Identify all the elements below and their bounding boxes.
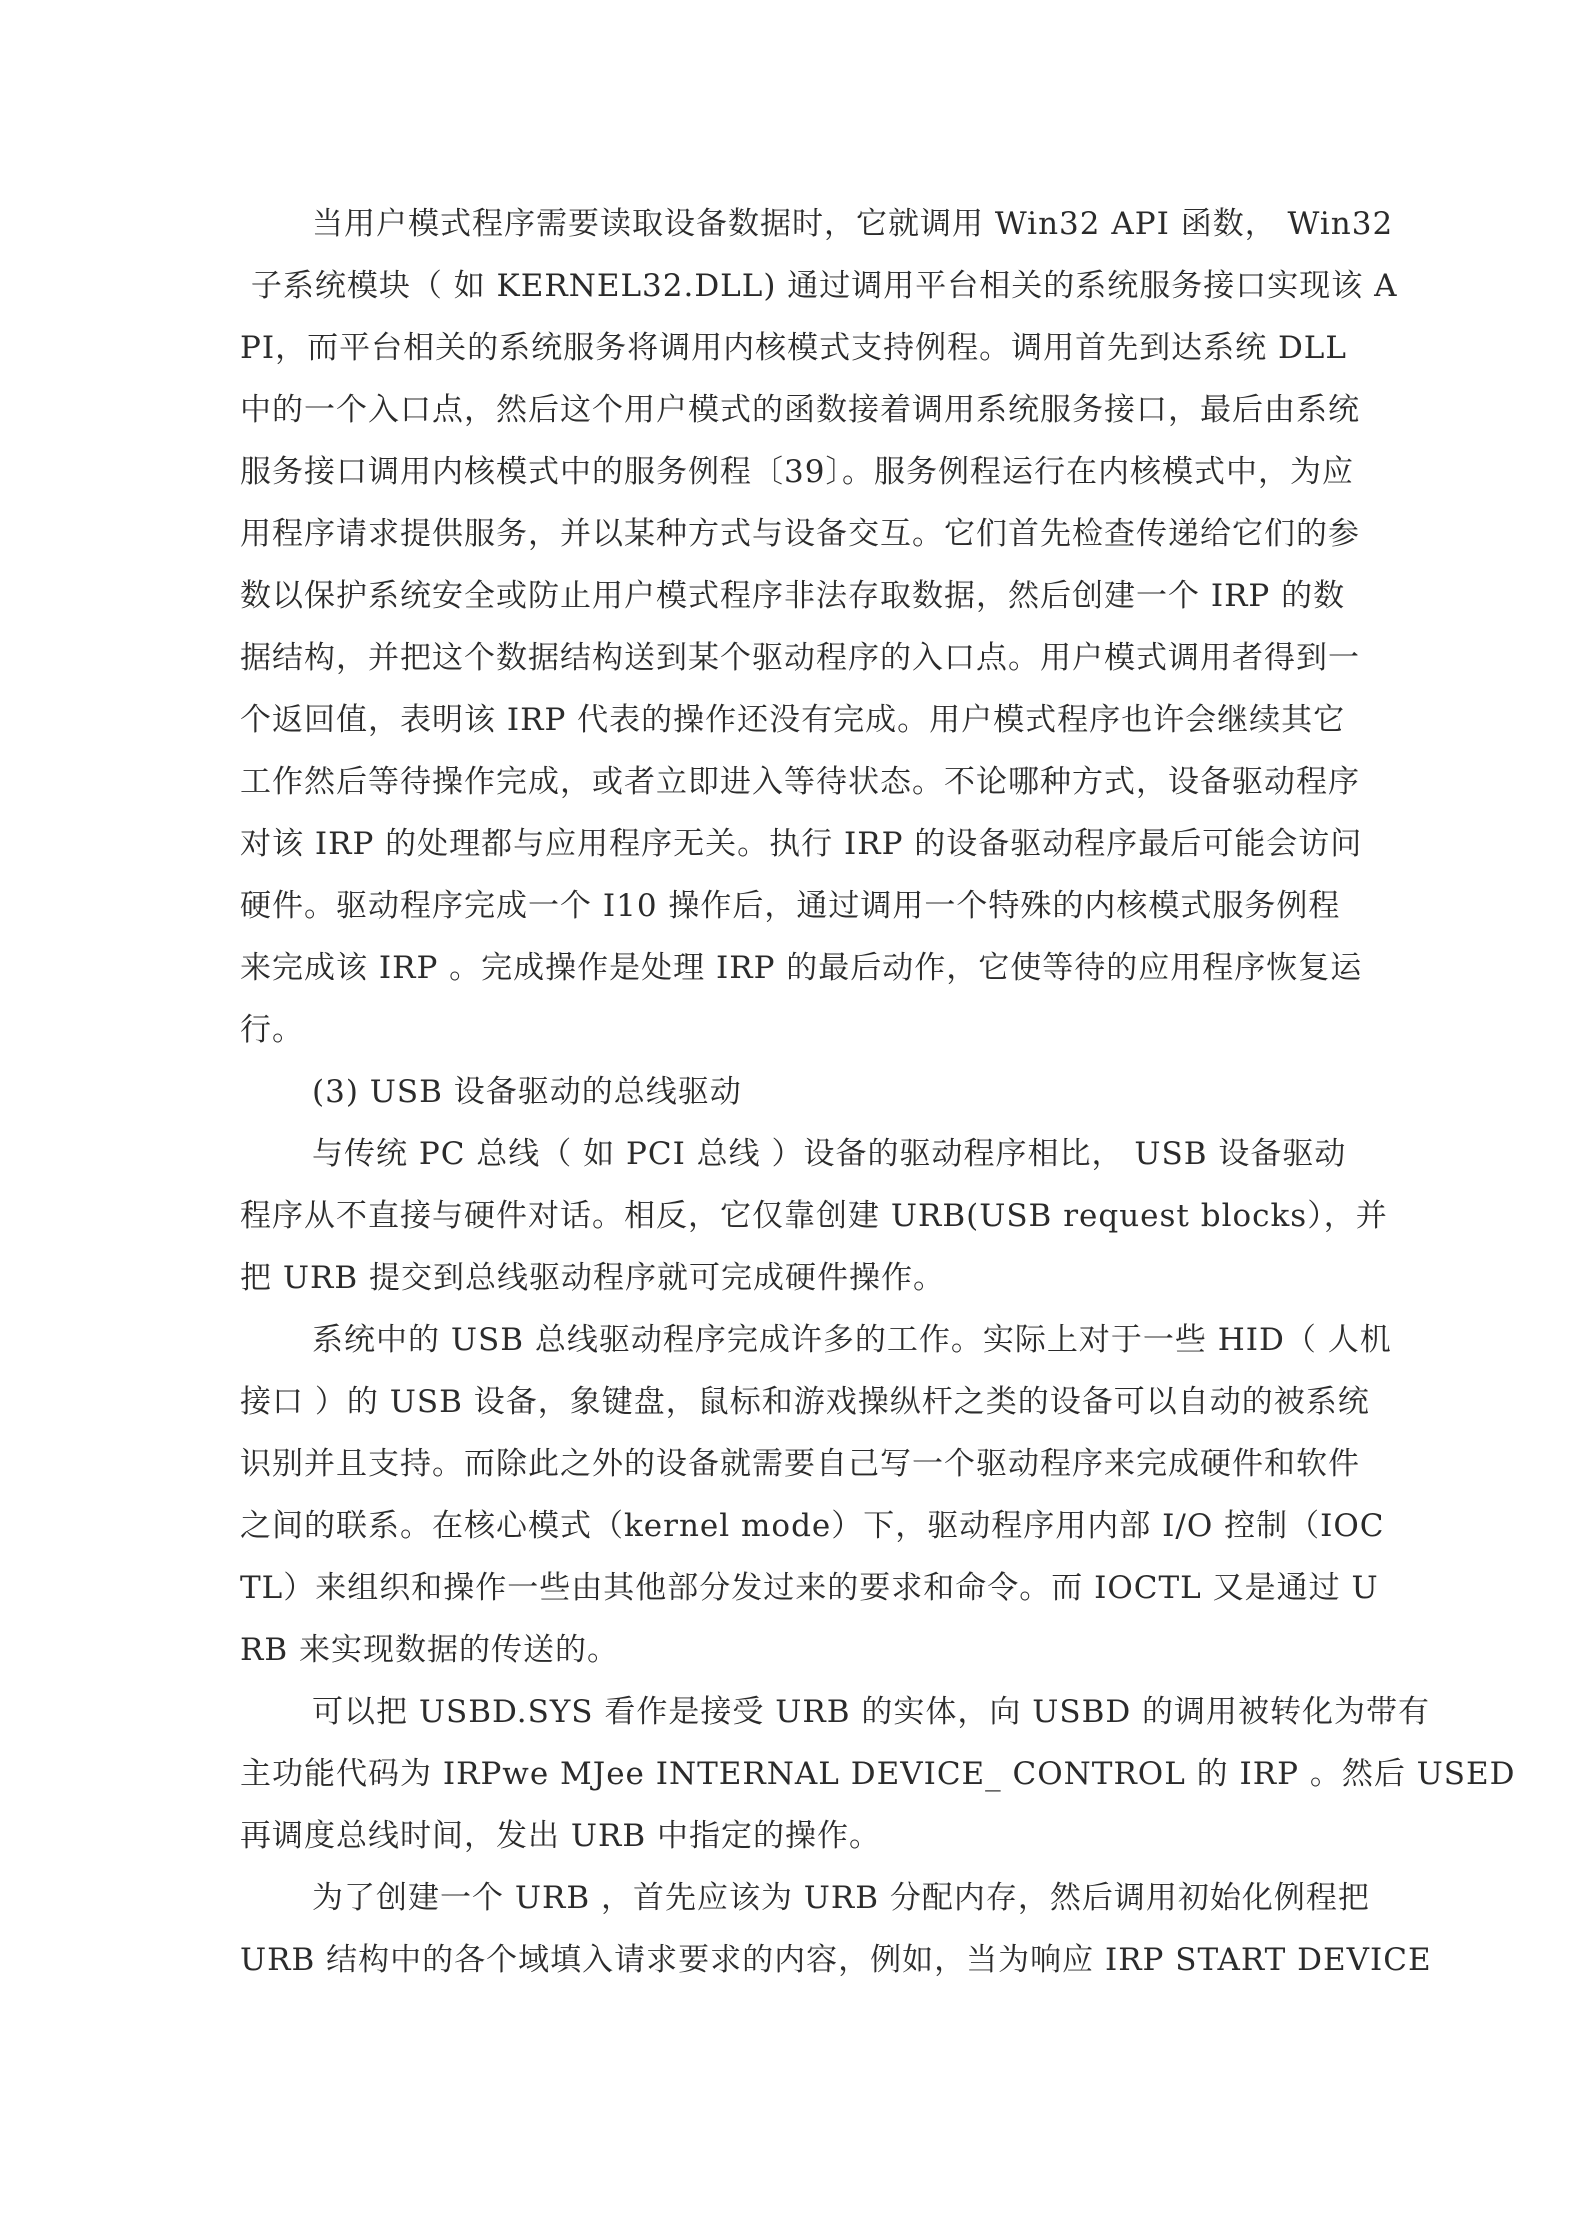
text-line: RB 来实现数据的传送的。 [240,1632,619,1668]
text-line: 再调度总线时间，发出 URB 中指定的操作。 [240,1818,881,1854]
text-line: 服务接口调用内核模式中的服务例程〔39〕。服务例程运行在内核模式中，为应 [240,454,1354,490]
text-line: 数以保护系统安全或防止用户模式程序非法存取数据，然后创建一个 IRP 的数 [240,578,1346,614]
text-line: 来完成该 IRP 。完成操作是处理 IRP 的最后动作，它使等待的应用程序恢复运 [240,950,1363,986]
text-line: 行。 [240,1012,304,1048]
text-line: 把 URB 提交到总线驱动程序就可完成硬件操作。 [240,1260,945,1296]
text-line: TL）来组织和操作一些由其他部分发过来的要求和命令。而 IOCTL 又是通过 U [240,1570,1379,1606]
text-line: 系统中的 USB 总线驱动程序完成许多的工作。实际上对于一些 HID（ 人机 [312,1322,1392,1358]
text-line: 识别并且支持。而除此之外的设备就需要自己写一个驱动程序来完成硬件和软件 [240,1446,1360,1482]
text-line: 工作然后等待操作完成，或者立即进入等待状态。不论哪种方式，设备驱动程序 [240,764,1360,800]
text-line: 对该 IRP 的处理都与应用程序无关。执行 IRP 的设备驱动程序最后可能会访问 [240,826,1363,862]
text-line: PI，而平台相关的系统服务将调用内核模式支持例程。调用首先到达系统 DLL [240,330,1347,366]
text-line: 与传统 PC 总线（ 如 PCI 总线 ）设备的驱动程序相比， USB 设备驱动 [312,1136,1347,1172]
text-line: 程序从不直接与硬件对话。相反，它仅靠创建 URB(USB request blocks），并 [240,1198,1388,1234]
section-heading: (3) USB 设备驱动的总线驱动 [312,1074,742,1110]
text-line: 子系统模块（ 如 KERNEL32.DLL) 通过调用平台相关的系统服务接口实现该 A [240,268,1398,304]
text-line: 当用户模式程序需要读取设备数据时，它就调用 Win32 API 函数， Win32 [312,206,1394,242]
text-line: 为了创建一个 URB ，首先应该为 URB 分配内存，然后调用初始化例程把 [312,1880,1370,1916]
text-line: 硬件。驱动程序完成一个 I10 操作后，通过调用一个特殊的内核模式服务例程 [240,888,1341,924]
text-line: 中的一个入口点，然后这个用户模式的函数接着调用系统服务接口，最后由系统 [240,392,1360,428]
text-line: 可以把 USBD.SYS 看作是接受 URB 的实体，向 USBD 的调用被转化为带有 [312,1694,1431,1730]
text-line: 个返回值，表明该 IRP 代表的操作还没有完成。用户模式程序也许会继续其它 [240,702,1346,738]
text-line: 接口 ）的 USB 设备，象键盘，鼠标和游戏操纵杆之类的设备可以自动的被系统 [240,1384,1370,1420]
text-line: URB 结构中的各个域填入请求要求的内容，例如，当为响应 IRP START DEVICE [240,1942,1432,1978]
text-line: 之间的联系。在核心模式（kernel mode）下，驱动程序用内部 I/O 控制（IOC [240,1508,1385,1544]
text-line: 主功能代码为 IRPwe MJee INTERNAL DEVICE_ CONTROL 的 IRP 。然后 USED [240,1756,1516,1792]
text-line: 据结构，并把这个数据结构送到某个驱动程序的入口点。用户模式调用者得到一 [240,640,1360,676]
text-line: 用程序请求提供服务，并以某种方式与设备交互。它们首先检查传递给它们的参 [240,516,1360,552]
